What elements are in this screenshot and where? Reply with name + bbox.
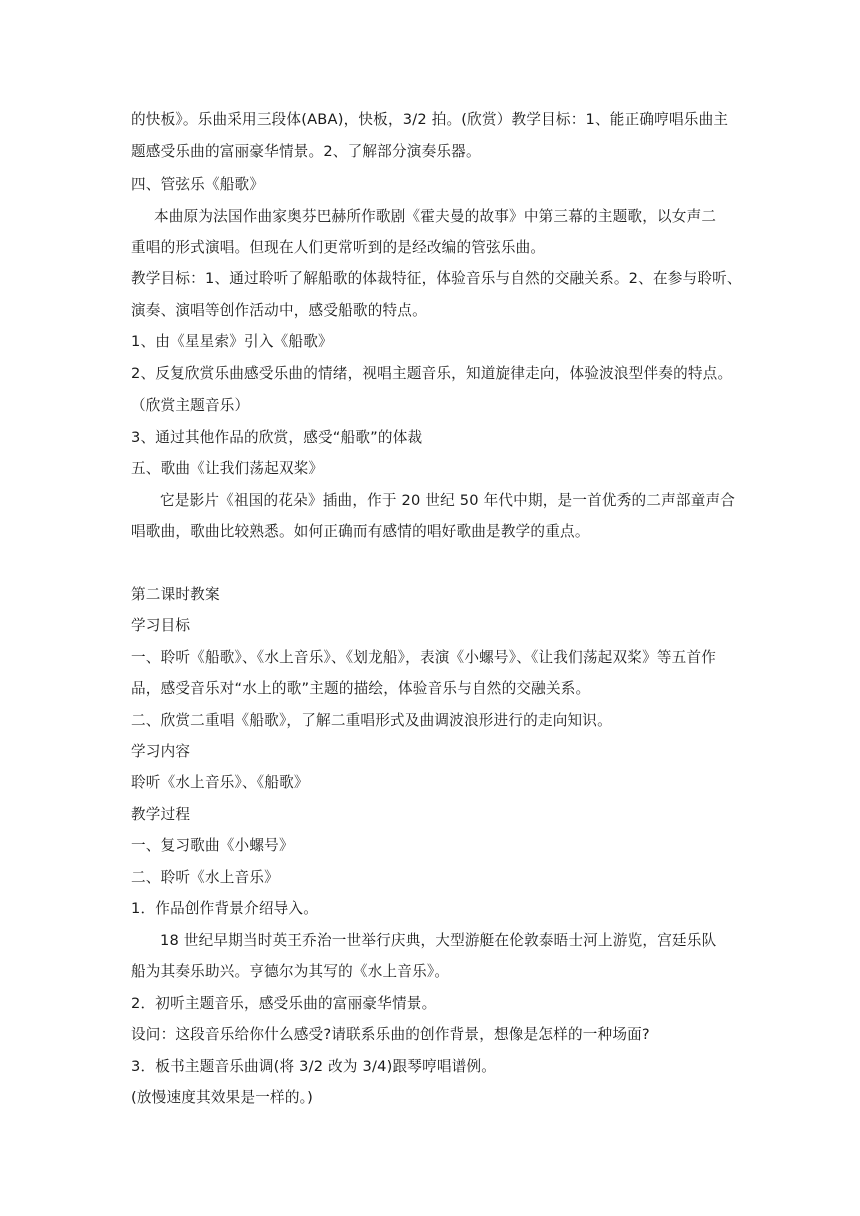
- section-heading: 五、歌曲《让我们荡起双桨》: [131, 460, 324, 477]
- text-line: 品，感受音乐对“水上的歌”主题的描绘，体验音乐与自然的交融关系。: [131, 680, 591, 697]
- text-line: 题感受乐曲的富丽豪华情景。2、了解部分演奏乐器。: [131, 143, 481, 160]
- section-heading: 教学过程: [131, 806, 191, 823]
- text-line: 一、聆听《船歌》、《水上音乐》、《划龙船》，表演《小螺号》、《让我们荡起双桨》等五首作: [131, 649, 717, 666]
- section-heading: 四、管弦乐《船歌》: [131, 176, 265, 193]
- text-line: 一、复习歌曲《小螺号》: [131, 837, 294, 854]
- text-line: 它是影片《祖国的花朵》插曲，作于 20 世纪 50 年代中期，是一首优秀的二声部童声合: [160, 492, 736, 509]
- text-line: 二、欣赏二重唱《船歌》，了解二重唱形式及曲调波浪形进行的走向知识。: [131, 712, 612, 729]
- text-line: (放慢速度其效果是一样的。): [131, 1089, 314, 1106]
- text-line: 3．板书主题音乐曲调(将 3/2 改为 3/4)跟琴哼唱谱例。: [131, 1058, 497, 1075]
- text-line: 唱歌曲，歌曲比较熟悉。如何正确而有感情的唱好歌曲是教学的重点。: [131, 523, 590, 540]
- text-line: 重唱的形式演唱。但现在人们更常听到的是经改编的管弦乐曲。: [131, 239, 546, 256]
- page-heading: 第二课时教案: [131, 586, 220, 603]
- text-line: 3、通过其他作品的欣赏，感受“船歌”的体裁: [131, 429, 423, 446]
- text-line: 18 世纪早期当时英王乔治一世举行庆典，大型游艇在伦敦泰晤士河上游览，宫廷乐队: [160, 932, 717, 949]
- text-line: 教学目标：1、通过聆听了解船歌的体裁特征，体验音乐与自然的交融关系。2、在参与聆听、: [131, 270, 742, 287]
- text-line: 聆听《水上音乐》、《船歌》: [131, 774, 309, 791]
- text-line: 2．初听主题音乐，感受乐曲的富丽豪华情景。: [131, 995, 437, 1012]
- text-line: 1．作品创作背景介绍导入。: [131, 900, 319, 917]
- text-line: 设问：这段音乐给你什么感受?请联系乐曲的创作背景，想像是怎样的一种场面?: [131, 1026, 650, 1043]
- text-line: 2、反复欣赏乐曲感受乐曲的情绪，视唱主题音乐，知道旋律走向，体验波浪型伴奏的特点。: [131, 365, 733, 382]
- text-line: 的快板》。乐曲采用三段体(ABA)，快板，3/2 拍。(欣赏）教学目标：1、能正确哼唱乐曲主: [131, 111, 729, 128]
- text-line: 船为其奏乐助兴。亨德尔为其写的《水上音乐》。: [131, 963, 450, 980]
- section-heading: 学习内容: [131, 743, 191, 760]
- text-line: 演奏、演唱等创作活动中，感受船歌的特点。: [131, 302, 427, 319]
- text-line: （欣赏主题音乐）: [131, 397, 250, 414]
- text-line: 二、聆听《水上音乐》: [131, 869, 279, 886]
- section-heading: 学习目标: [131, 617, 191, 634]
- text-line: 本曲原为法国作曲家奥芬巴赫所作歌剧《霍夫曼的故事》中第三幕的主题歌，以女声二: [154, 208, 717, 225]
- text-line: 1、由《星星索》引入《船歌》: [131, 333, 333, 350]
